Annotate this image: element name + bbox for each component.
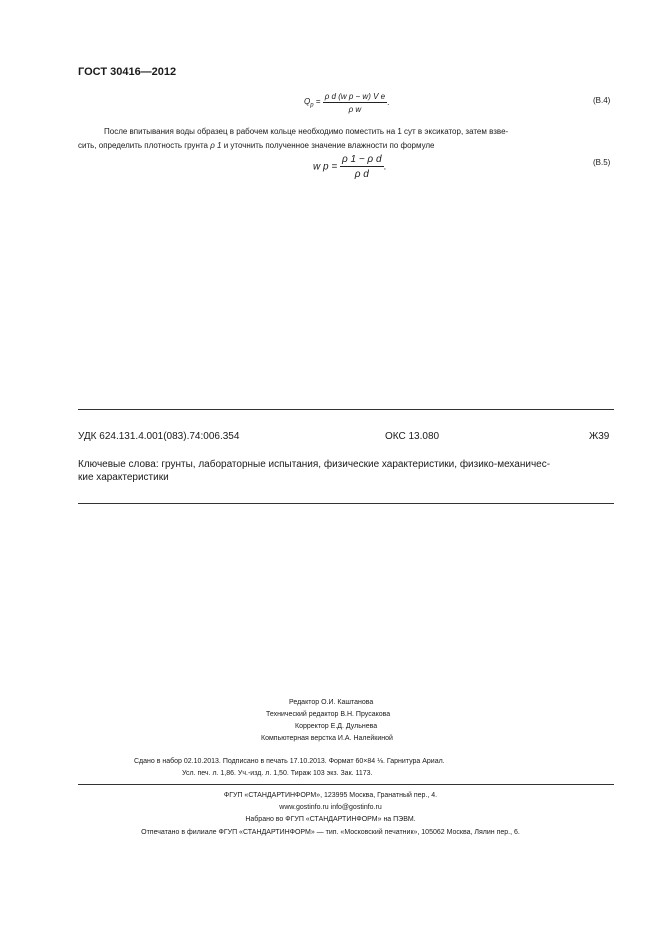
imprint-print-line-1: Сдано в набор 02.10.2013. Подписано в печать 17.10.2013. Формат 60×84 ⅛. Гарнитура Ариал. — [134, 758, 445, 765]
formula-b5-numerator: ρ 1 − ρ d — [341, 154, 382, 165]
udk-code: УДК 624.131.4.001(083).74:006.354 — [78, 431, 240, 442]
oks-code: ОКС 13.080 — [385, 431, 440, 442]
formula-b5-number: (В.5) — [593, 158, 611, 167]
formula-b5-fraction — [340, 154, 384, 180]
document-header: ГОСТ 30416—2012 — [78, 66, 177, 78]
imprint-layout: Компьютерная верстка И.А. Налейкиной — [261, 735, 393, 742]
formula-b4-denominator: ρ w — [348, 105, 362, 114]
formula-b4: $Q_p$ = $\frac{\text{ρ d (w p − w) V e}}{\text{ρ w}}$ . — [304, 92, 390, 114]
imprint-printed: Отпечатано в филиале ФГУП «СТАНДАРТИНФОРМ» — тип. «Московский печатник», 105062 Москва, Лялин пер., 6. — [141, 829, 520, 836]
imprint-typeset: Набрано во ФГУП «СТАНДАРТИНФОРМ» на ПЭВМ. — [245, 816, 416, 823]
imprint-web: www.gostinfo.ru info@gostinfo.ru — [279, 804, 382, 811]
divider-top — [78, 409, 614, 410]
imprint-publisher: ФГУП «СТАНДАРТИНФОРМ», 123995 Москва, Гранатный пер., 4. — [223, 792, 438, 799]
group-code: Ж39 — [589, 431, 610, 442]
formula-b5-denominator: ρ d — [354, 169, 369, 180]
keywords-line-2: кие характеристики — [78, 472, 169, 483]
formula-b5-lhs: w p = — [313, 161, 338, 173]
formula-b4-numerator: ρ d (w p − w) V e — [324, 92, 386, 101]
keywords — [78, 458, 550, 484]
paragraph-line-1: После впитывания воды образец в рабочем кольце необходимо поместить на 1 сут в эксикатор, затем взве- — [104, 127, 509, 136]
divider-bottom — [78, 503, 614, 504]
formula-b4-number: (В.4) — [593, 96, 611, 105]
imprint-print-line-2: Усл. печ. л. 1,86. Уч.-изд. л. 1,50. Тираж 103 экз. Зак. 1173. — [182, 770, 373, 777]
imprint-corrector: Корректор Е.Д. Дульнева — [295, 723, 378, 730]
imprint-divider — [78, 784, 614, 785]
formula-b5: w p = $\frac{\text{ρ 1 − ρ d}}{\text{ρ d}}$ . — [313, 154, 387, 180]
density-symbol: ρ 1 — [210, 141, 222, 150]
formula-b4-fraction — [323, 92, 387, 114]
imprint-editor: Редактор О.И. Каштанова — [289, 699, 374, 706]
imprint-tech-editor: Технический редактор В.Н. Прусакова — [266, 711, 391, 718]
paragraph-line-2: сить, определить плотность грунта ρ 1 и уточнить полученное значение влажности по формуле — [78, 141, 435, 150]
keywords-line-1: Ключевые слова: грунты, лабораторные испытания, физические характеристики, физико-механичес- — [78, 459, 551, 470]
formula-b4-lhs: $Q_p$ = — [304, 97, 321, 109]
